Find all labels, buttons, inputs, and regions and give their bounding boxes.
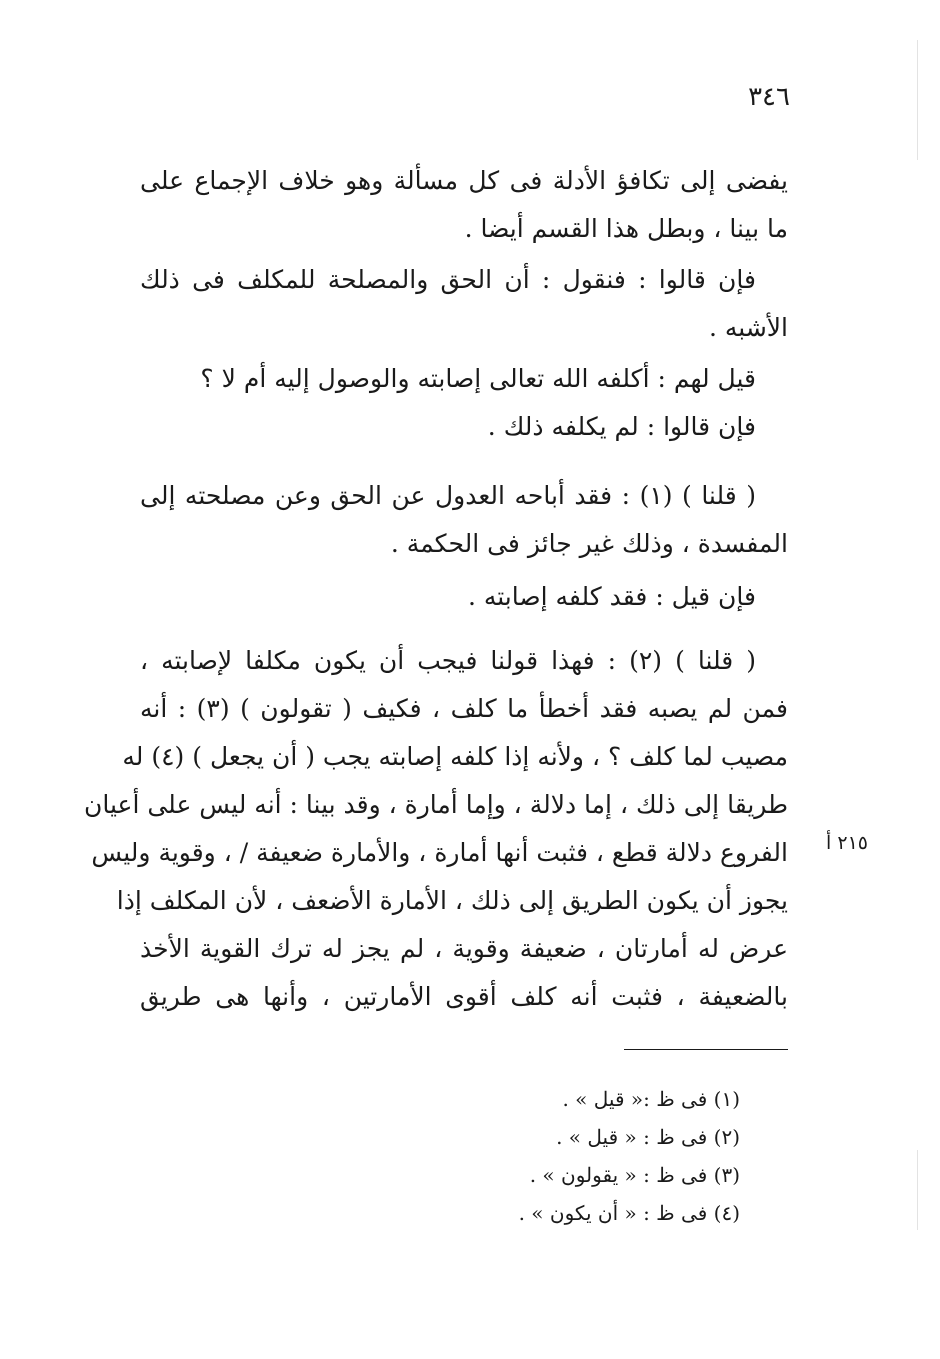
text-line: قيل لهم : أكلفه الله تعالى إصابته والوصول إليه أم لا ؟	[200, 364, 756, 393]
text-line: بالضعيفة ، فثبت أنه كلف أقوى الأمارتين ، وأنها هى طريق	[140, 982, 788, 1011]
paragraph	[140, 157, 788, 253]
text-line: المفسدة ، وذلك غير جائز فى الحكمة .	[390, 529, 788, 558]
text-line: فإن قالوا : فنقول : أن الحق والمصلحة للمكلف فى ذلك	[140, 265, 756, 294]
scan-edge-mark	[917, 1150, 918, 1230]
text-line: ( قلنا ) (١) : فقد أباحه العدول عن الحق وعن مصلحته إلى	[140, 481, 756, 510]
text-line: مصيب لما كلف ؟ ، ولأنه إذا كلفه إصابته يجب ( أن يجعل ) (٤) له	[122, 742, 788, 771]
paragraph	[84, 637, 788, 1021]
footnote: (٢) فى ظ : « قيل » .	[556, 1125, 740, 1149]
text-line: طريقا إلى ذلك ، إما دلالة ، وإما أمارة ، وقد بينا : أنه ليس على أعيان	[84, 790, 788, 819]
paragraph	[140, 256, 788, 352]
text-line: ( قلنا ) (٢) : فهذا قولنا فيجب أن يكون مكلفا لإصابته ،	[140, 646, 756, 675]
paragraph	[140, 573, 788, 621]
page-number: ٣٤٦	[748, 82, 790, 112]
text-line: يفضى إلى تكافؤ الأدلة فى كل مسألة وهو خلاف الإجماع على	[140, 166, 788, 195]
footnotes	[440, 1080, 740, 1232]
text-line: يجوز أن يكون الطريق إلى ذلك ، الأمارة الأضعف ، لأن المكلف إذا	[116, 886, 788, 915]
margin-folio-note: ٢١٥ أ	[826, 832, 868, 854]
paragraph	[140, 355, 788, 451]
text-line: الفروع دلالة قطع ، فثبت أنها أمارة ، والأمارة ضعيفة / ، وقوية وليس	[91, 838, 788, 867]
footnote-divider	[624, 1049, 788, 1050]
footnote: (٤) فى ظ : « أن يكون » .	[518, 1201, 740, 1225]
text-line: الأشبه .	[709, 313, 788, 342]
scan-edge-mark	[917, 40, 918, 160]
text-line: فإن قيل : فقد كلفه إصابته .	[467, 582, 756, 611]
text-line: فمن لم يصبه فقد أخطأ ما كلف ، فكيف ( تقولون ) (٣) : أنه	[140, 694, 788, 723]
footnote: (٣) فى ظ : « يقولون » .	[529, 1163, 740, 1187]
text-line: فإن قالوا : لم يكلفه ذلك .	[487, 412, 756, 441]
paragraph	[140, 472, 788, 568]
text-line: ما بينا ، وبطل هذا القسم أيضا .	[464, 214, 788, 243]
footnote: (١) فى ظ :« قيل » .	[562, 1087, 740, 1111]
text-line: عرض له أمارتان ، ضعيفة وقوية ، لم يجز له ترك القوية الأخذ	[140, 934, 788, 963]
